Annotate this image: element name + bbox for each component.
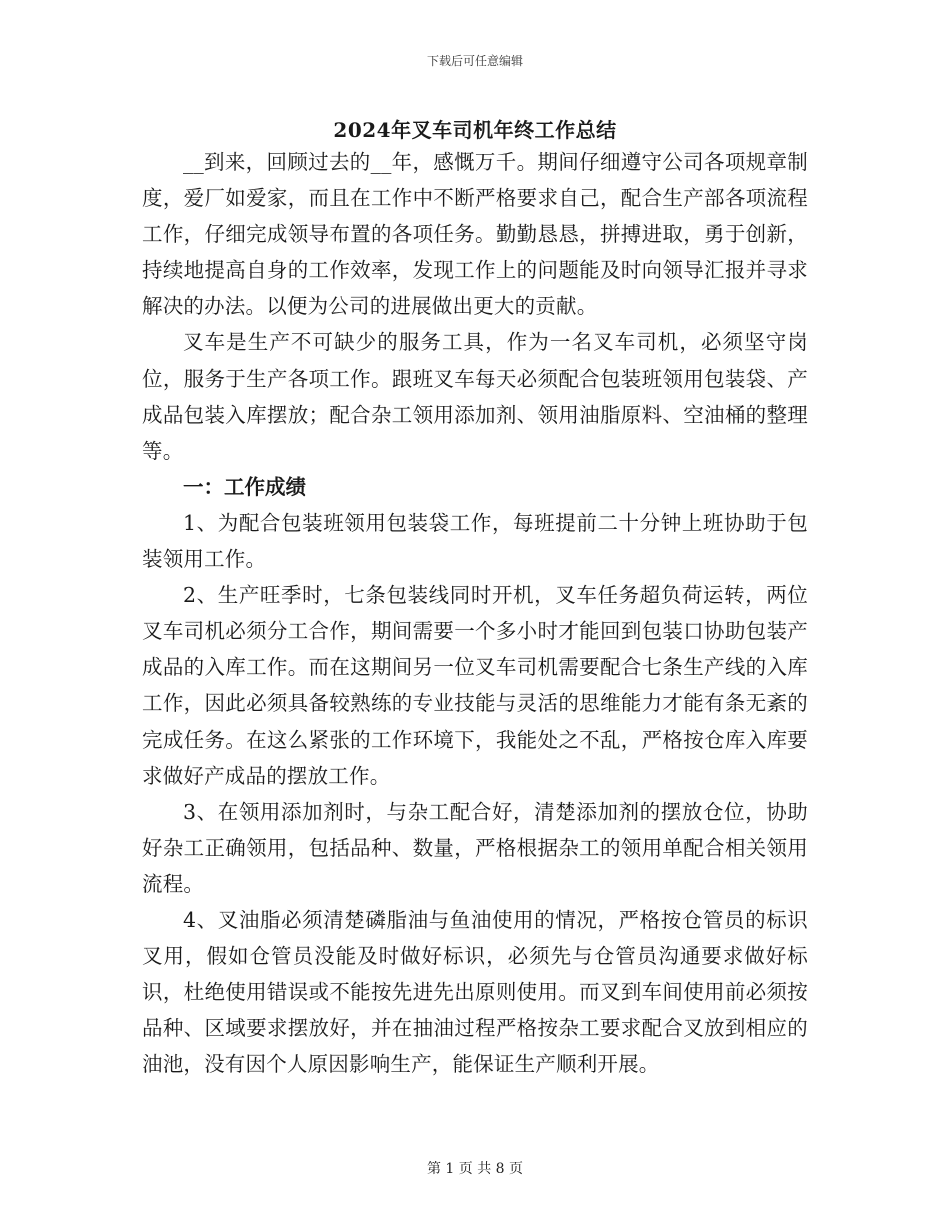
achievement-item-4: 4、叉油脂必须清楚磷脂油与鱼油使用的情况，严格按仓管员的标识叉用，假如仓管员没能及时做好标识，必须先与仓管员沟通要求做好标识，杜绝使用错误或不能按先进先出原则使用。而叉到车间使用前必须按品种、区域要求摆放好，并在抽油过程严格按杂工要求配合叉放到相应的油池，没有因个人原因影响生产，能保证生产顺利开展。 <box>142 907 808 1077</box>
document-title: 2024年叉车司机年终工作总结 <box>333 118 617 142</box>
achievement-item-1: 1、为配合包装班领用包装袋工作，每班提前二十分钟上班协助于包装领用工作。 <box>142 510 808 572</box>
page-number-footer: 第 1 页 共 8 页 <box>426 1161 524 1177</box>
intro-paragraph: __到来，回顾过去的__年，感慨万千。期间仔细遵守公司各项规章制度，爱厂如爱家，而且在工作中不断严格要求自己，配合生产部各项流程工作，仔细完成领导布置的各项任务。勤勤恳恳，拼搏进取，勇于创新，持续地提高自身的工作效率，发现工作上的问题能及时向领导汇报并寻求解决的办法。以便为公司的进展做出更大的贡献。 <box>142 150 808 319</box>
document-body <box>142 144 808 1082</box>
header-note: 下载后可任意编辑 <box>426 54 523 68</box>
forklift-duty-paragraph: 叉车是生产不可缺少的服务工具，作为一名叉车司机，必须坚守岗位，服务于生产各项工作。跟班叉车每天必须配合包装班领用包装袋、产成品包装入库摆放；配合杂工领用添加剂、领用油脂原料、空油桶的整理等。 <box>142 330 808 463</box>
achievement-item-3: 3、在领用添加剂时，与杂工配合好，清楚添加剂的摆放仓位，协助好杂工正确领用，包括品种、数量，严格根据杂工的领用单配合相关领用流程。 <box>142 799 808 896</box>
section-heading-achievements: 一：工作成绩 <box>183 474 306 499</box>
achievement-item-2: 2、生产旺季时，七条包装线同时开机，叉车任务超负荷运转，两位叉车司机必须分工合作，期间需要一个多小时才能回到包装口协助包装产成品的入库工作。而在这期间另一位叉车司机需要配合七条生产线的入库工作，因此必须具备较熟练的专业技能与灵活的思维能力才能有条无紊的完成任务。在这么紧张的工作环境下，我能处之不乱，严格按仓库入库要求做好产成品的摆放工作。 <box>142 583 808 788</box>
